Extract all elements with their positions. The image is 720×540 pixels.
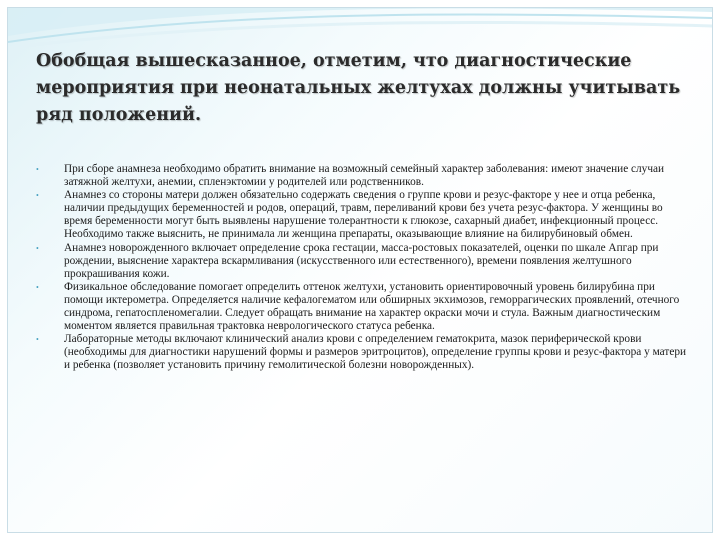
bullet-icon: •: [36, 282, 39, 292]
bullet-list: [36, 163, 688, 373]
bullet-text: Анамнез новорожденного включает определение срока гестации, масса-ростовых показателей, оценки по шкале Апгар при рождении, выяснение характера вскармливания (искусственного или естественного), времени появления желтушного прокрашивания кожи.: [64, 241, 659, 280]
bullet-icon: •: [36, 165, 39, 174]
bullet-text: Физикальное обследование помогает определить оттенок желтухи, установить ориентировочный уровень билирубина при помощи иктерометра. Определяется наличие кефалогематом или обширных экхимозов, геморрагических проявлений, отечного синдрома, гепатоспленомегалии. Следует обращать внимание на характер окраски мочи и стула. Важным диагностическим моментом является правильная трактовка неврологического статуса ребенка.: [64, 280, 680, 333]
bullet-item: [36, 163, 688, 189]
bullet-text: При сборе анамнеза необходимо обратить внимание на возможный семейный характер заболевания: имеют значение случаи затяжной желтухи, анемии, спленэктомии у родителей или родственников.: [64, 163, 665, 189]
bullet-text: Анамнез со стороны матери должен обязательно содержать сведения о группе крови и резус-факторе у нее и отца ребенка, наличии предыдущих беременностей и родов, операций, травм, переливаний крови без учета резус-фактора. У женщины во время беременности могут быть выявлены нарушение толерантности к глюкозе, сахарный диабет, инфекционный процесс. Необходимо также выяснить, не принимала ли женщина препараты, оказывающие влияние на билирубиновый обмен.: [64, 189, 663, 241]
slide-title: Обобщая вышесказанное, отметим, что диагностические мероприятия при неонатальных желтухах должны учитывать ряд положений.: [36, 51, 681, 125]
bullet-item: [36, 333, 688, 372]
slide-frame: [7, 7, 713, 533]
bullet-item: [36, 189, 688, 241]
bullet-icon: •: [36, 335, 39, 345]
bullet-item: [36, 281, 688, 333]
bullet-item: [36, 242, 688, 281]
bullet-icon: •: [36, 243, 39, 253]
bullet-icon: •: [36, 191, 39, 201]
bullet-text: Лабораторные методы включают клинический анализ крови с определением гематокрита, мазок периферической крови (необходимы для диагностики нарушений формы и размеров эритроцитов), определение группы крови и резус-фактора у матери и ребенка (позволяет установить причину гемолитической болезни новорожденных).: [64, 333, 687, 372]
